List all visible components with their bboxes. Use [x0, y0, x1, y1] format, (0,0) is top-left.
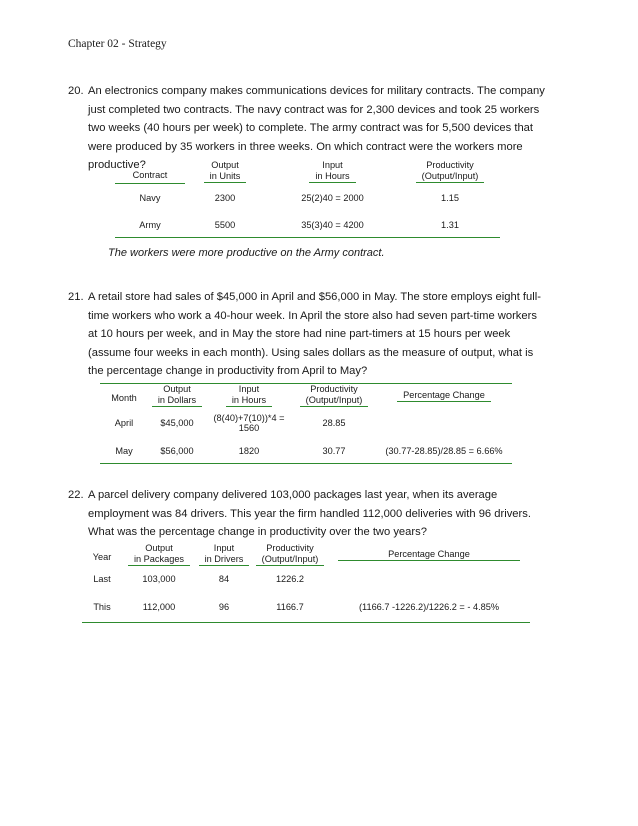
table-row: Navy 2300 25(2)40 = 2000 1.15: [139, 193, 459, 204]
col-input-unit: in Hours: [226, 395, 272, 407]
col-percentage-change: Percentage Change: [338, 549, 520, 561]
page-header: Chapter 02 - Strategy: [68, 38, 167, 50]
col-input: Input: [238, 384, 260, 394]
col-input-unit: in Drivers: [199, 554, 250, 566]
table-q22: [82, 543, 530, 623]
question-number: 21.: [68, 291, 84, 303]
col-productivity-formula: (Output/Input): [416, 171, 485, 183]
col-productivity: Productivity: [426, 160, 474, 170]
question-text: A retail store had sales of $45,000 in April and $56,000 in May. The store employs eight full-time workers who work a 40-hour week. In April the store also had seven part-time workers at 10 hours per week, and in May the store had nine part-timers at 15 hours per week (assume four weeks in each month). Using sales dollars as the measure of output, what is the percentage change in productivity from April to May?: [88, 291, 541, 377]
table-q21: [100, 383, 512, 464]
col-productivity: Productivity: [310, 384, 358, 394]
col-output: Output: [163, 384, 191, 394]
col-year: Year: [92, 552, 112, 562]
col-month: Month: [100, 384, 148, 408]
col-output: Output: [211, 160, 239, 170]
question-text: An electronics company makes communications devices for military contracts. The company just completed two contracts. The navy contract was for 2,300 devices and took 25 workers two weeks (40 hours per week) to complete. The army contract was for 5,500 devices that were produced by 35 workers in three weeks. On which contract were the workers more productive?: [88, 85, 545, 171]
col-productivity-formula: (Output/Input): [300, 395, 369, 407]
col-output-unit: in Units: [204, 171, 247, 183]
col-input-unit: in Hours: [309, 171, 355, 183]
answer-q20: The workers were more productive on the Army contract.: [108, 247, 385, 259]
question-21: [68, 288, 548, 381]
col-productivity-formula: (Output/Input): [256, 554, 325, 566]
col-contract: Contract: [115, 160, 185, 183]
table-q20: [115, 160, 500, 238]
col-input: Input: [213, 543, 235, 553]
question-text: A parcel delivery company delivered 103,000 packages last year, when its average employment was 84 drivers. This year the firm handled 112,000 deliveries with 96 drivers. What was the percentage change in productivity over the two years?: [88, 489, 531, 538]
col-output-unit: in Packages: [128, 554, 190, 566]
table-row: May $56,000 1820 30.77 (30.77-28.85)/28.85 = 6.66%: [100, 439, 512, 463]
col-output-unit: in Dollars: [152, 395, 202, 407]
table-row: Army 5500 35(3)40 = 4200 1.31: [115, 213, 500, 237]
col-output: Output: [145, 543, 173, 553]
table-row: April $45,000 (8(40)+7(10))*4 = 1560 28.85: [114, 413, 346, 433]
col-percentage-change: Percentage Change: [397, 390, 491, 402]
question-number: 20.: [68, 85, 84, 97]
table-row: This 112,000 96 1166.7 (1166.7 -1226.2)/1226.2 = - 4.85%: [82, 592, 530, 622]
table-row: Last 103,000 84 1226.2: [93, 574, 305, 584]
question-22: [68, 486, 548, 542]
col-productivity: Productivity: [266, 543, 314, 553]
col-input: Input: [322, 160, 343, 170]
question-number: 22.: [68, 489, 84, 501]
